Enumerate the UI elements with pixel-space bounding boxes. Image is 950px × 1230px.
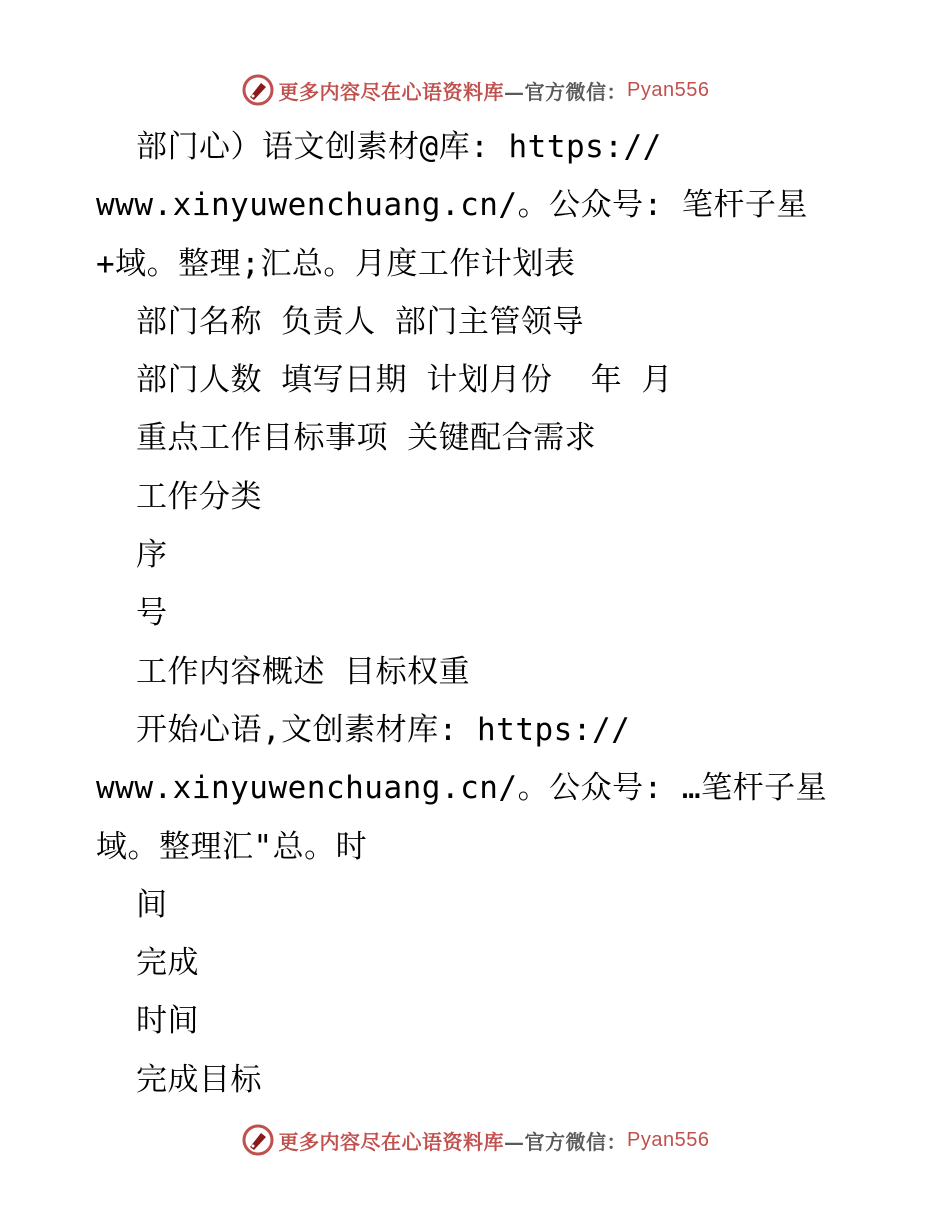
- text-line: www.xinyuwenchuang.cn/。公众号: 笔杆子星: [96, 187, 808, 224]
- document-body: [96, 118, 896, 1109]
- banner-title: 更多内容尽在心语资料库: [278, 79, 505, 104]
- text-line: 部门名称 负责人 部门主管领导: [136, 303, 584, 340]
- banner-wechat-id: Pyan556: [627, 78, 710, 101]
- banner-separator: —官方微信：: [504, 1129, 628, 1154]
- banner-separator: —官方微信：: [504, 79, 628, 104]
- banner-wechat-id: Pyan556: [627, 1128, 710, 1151]
- text-line: 域。整理汇"总。时: [96, 828, 368, 865]
- text-line: 工作内容概述 目标权重: [136, 653, 471, 690]
- text-line: 号: [136, 595, 168, 632]
- text-line: 完成目标: [136, 1061, 262, 1098]
- text-line: www.xinyuwenchuang.cn/。公众号: …笔杆子星: [96, 770, 828, 807]
- text-line: 序: [136, 537, 168, 574]
- text-line: 开始心语,文创素材库: https://: [136, 711, 631, 748]
- text-line: 重点工作目标事项 关键配合需求: [136, 420, 597, 457]
- text-line: 部门人数 填写日期 计划月份 年 月: [136, 362, 673, 399]
- pen-nib-logo-icon: [241, 1123, 275, 1157]
- text-line: +域。整理;汇总。月度工作计划表: [96, 245, 576, 282]
- text-line: 工作分类: [136, 478, 262, 515]
- text-line: 间: [136, 886, 168, 923]
- banner-title: 更多内容尽在心语资料库: [278, 1129, 505, 1154]
- text-line: 部门心）语文创素材@库: https://: [136, 129, 662, 165]
- footer-banner: [0, 1118, 950, 1162]
- pen-nib-logo-icon: [241, 73, 275, 107]
- text-line: 完成: [136, 945, 199, 982]
- header-banner: [0, 68, 950, 112]
- text-line: 时间: [136, 1003, 199, 1040]
